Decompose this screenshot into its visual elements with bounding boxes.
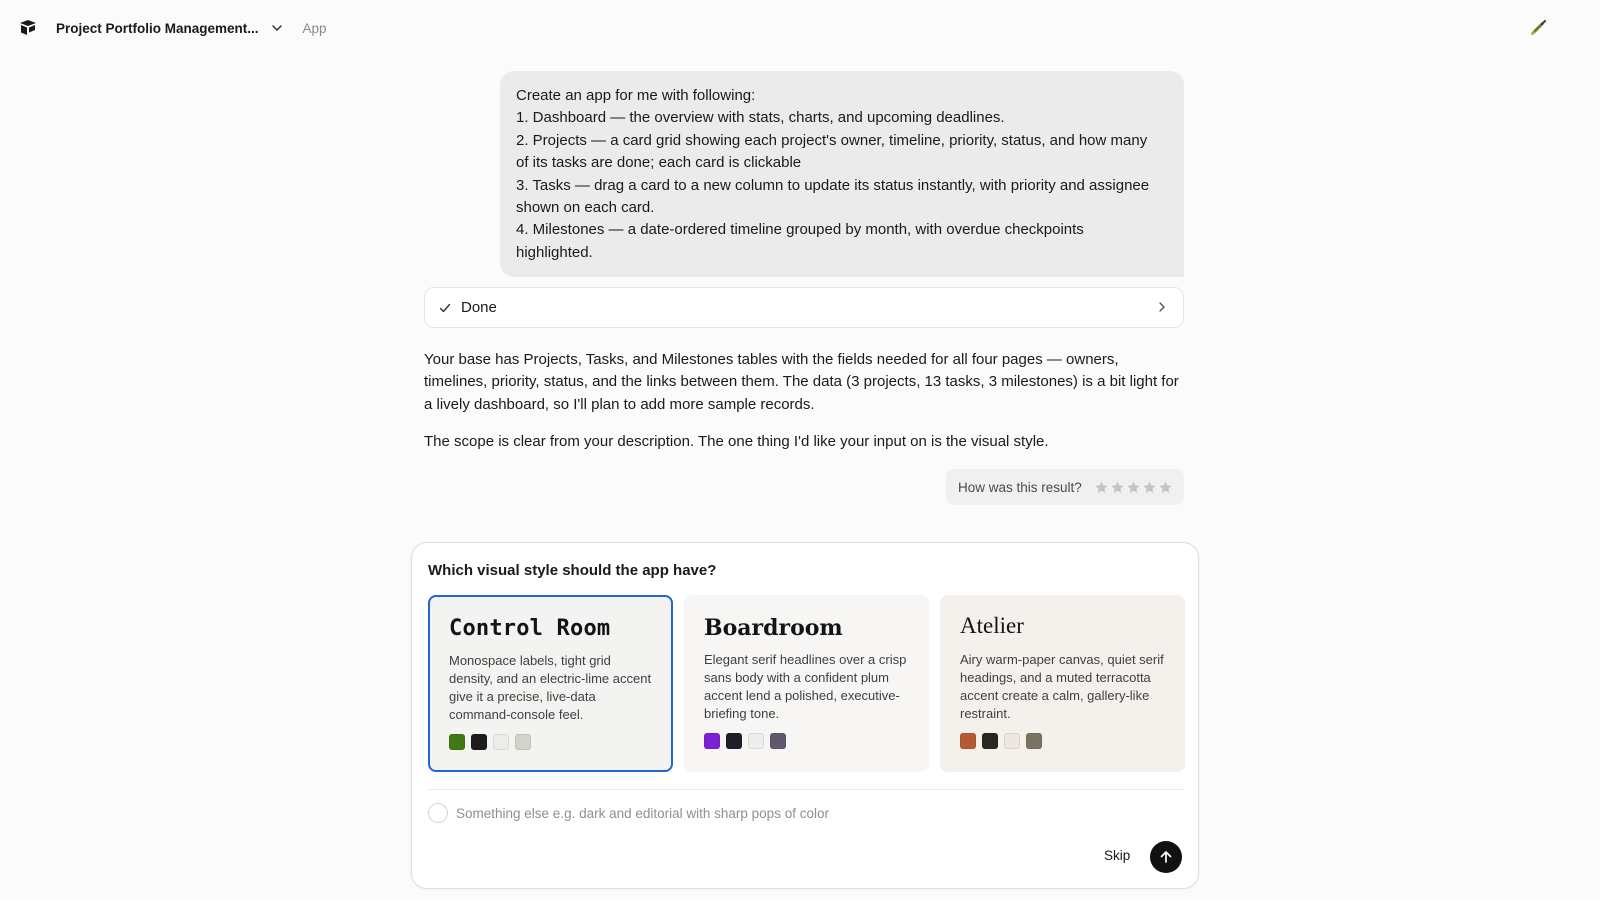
option-description: Airy warm-paper canvas, quiet serif headings, and a muted terracotta accent create a calm, gallery-like restraint.	[960, 652, 1164, 721]
divider	[428, 789, 1184, 790]
style-option-boardroom[interactable]	[684, 595, 929, 772]
question-panel	[411, 542, 1199, 889]
star-icon[interactable]	[1126, 480, 1141, 495]
style-option-atelier[interactable]	[940, 595, 1185, 772]
assistant-paragraph: Your base has Projects, Tasks, and Milestones tables with the fields needed for all four pages — owners, timelines, priority, status, and the links between them. The data (3 projects, 13 tasks, 3 milestones) is a bit light for a lively dashboard, so I'll plan to add more sample records.	[424, 351, 1179, 413]
status-label: Done	[461, 299, 497, 316]
option-title: Control Room	[449, 616, 611, 641]
style-option-control-room[interactable]	[428, 595, 673, 772]
option-title: Boardroom	[704, 615, 843, 641]
color-swatch	[704, 733, 720, 749]
app-tag[interactable]: App	[302, 20, 327, 36]
color-swatch	[493, 734, 509, 750]
star-icon[interactable]	[1158, 480, 1173, 495]
user-message-line: 2. Projects — a card grid showing each project's owner, timeline, priority, status, and how many	[516, 131, 1148, 149]
color-swatch	[726, 733, 742, 749]
check-icon	[438, 301, 452, 315]
color-swatch	[1004, 733, 1020, 749]
top-bar	[0, 0, 1600, 56]
chevron-right-icon	[1155, 300, 1169, 314]
chevron-down-icon[interactable]	[269, 20, 285, 36]
color-swatch	[748, 733, 764, 749]
star-icon[interactable]	[1094, 480, 1109, 495]
user-message	[500, 71, 1184, 277]
assistant-paragraph: The scope is clear from your description. The one thing I'd like your input on is the visual style.	[424, 433, 1049, 450]
color-swatches	[704, 733, 786, 749]
star-rating	[1094, 480, 1173, 495]
submit-button[interactable]	[1150, 841, 1182, 873]
feedback-label: How was this result?	[958, 479, 1082, 495]
arrow-up-icon	[1158, 849, 1174, 865]
other-option-row	[428, 803, 1056, 823]
app-logo-icon[interactable]	[18, 18, 38, 38]
status-done-row[interactable]	[424, 287, 1184, 328]
feedback-rating	[946, 469, 1184, 505]
color-swatch	[449, 734, 465, 750]
user-message-line: 1. Dashboard — the overview with stats, charts, and upcoming deadlines.	[516, 109, 1005, 127]
star-icon[interactable]	[1110, 480, 1125, 495]
user-message-line: of its tasks are done; each card is clickable	[516, 154, 802, 172]
color-swatch	[515, 734, 531, 750]
skip-button[interactable]: Skip	[1104, 848, 1131, 863]
option-description: Monospace labels, tight grid density, and an electric-lime accent give it a precise, live-data command-console feel.	[449, 653, 652, 722]
option-title: Atelier	[960, 613, 1024, 638]
user-message-line: highlighted.	[516, 243, 593, 261]
color-swatch	[471, 734, 487, 750]
star-icon[interactable]	[1142, 480, 1157, 495]
color-swatches	[449, 734, 531, 750]
question-title: Which visual style should the app have?	[428, 562, 717, 579]
color-swatch	[1026, 733, 1042, 749]
color-swatch	[770, 733, 786, 749]
user-message-line: Create an app for me with following:	[516, 87, 756, 104]
project-title[interactable]: Project Portfolio Management...	[56, 20, 259, 36]
pencil-icon[interactable]	[1530, 20, 1548, 36]
color-swatch	[960, 733, 976, 749]
option-description: Elegant serif headlines over a crisp sans body with a confident plum accent lend a polished, executive-briefing tone.	[704, 652, 907, 721]
user-message-line: 4. Milestones — a date-ordered timeline grouped by month, with overdue checkpoints	[516, 221, 1084, 239]
color-swatches	[960, 733, 1042, 749]
user-message-line: shown on each card.	[516, 199, 655, 217]
user-message-line: 3. Tasks — drag a card to a new column to update its status instantly, with priority and assignee	[516, 176, 1150, 194]
color-swatch	[982, 733, 998, 749]
other-option-radio[interactable]	[428, 803, 448, 823]
other-style-input[interactable]	[456, 806, 1056, 821]
